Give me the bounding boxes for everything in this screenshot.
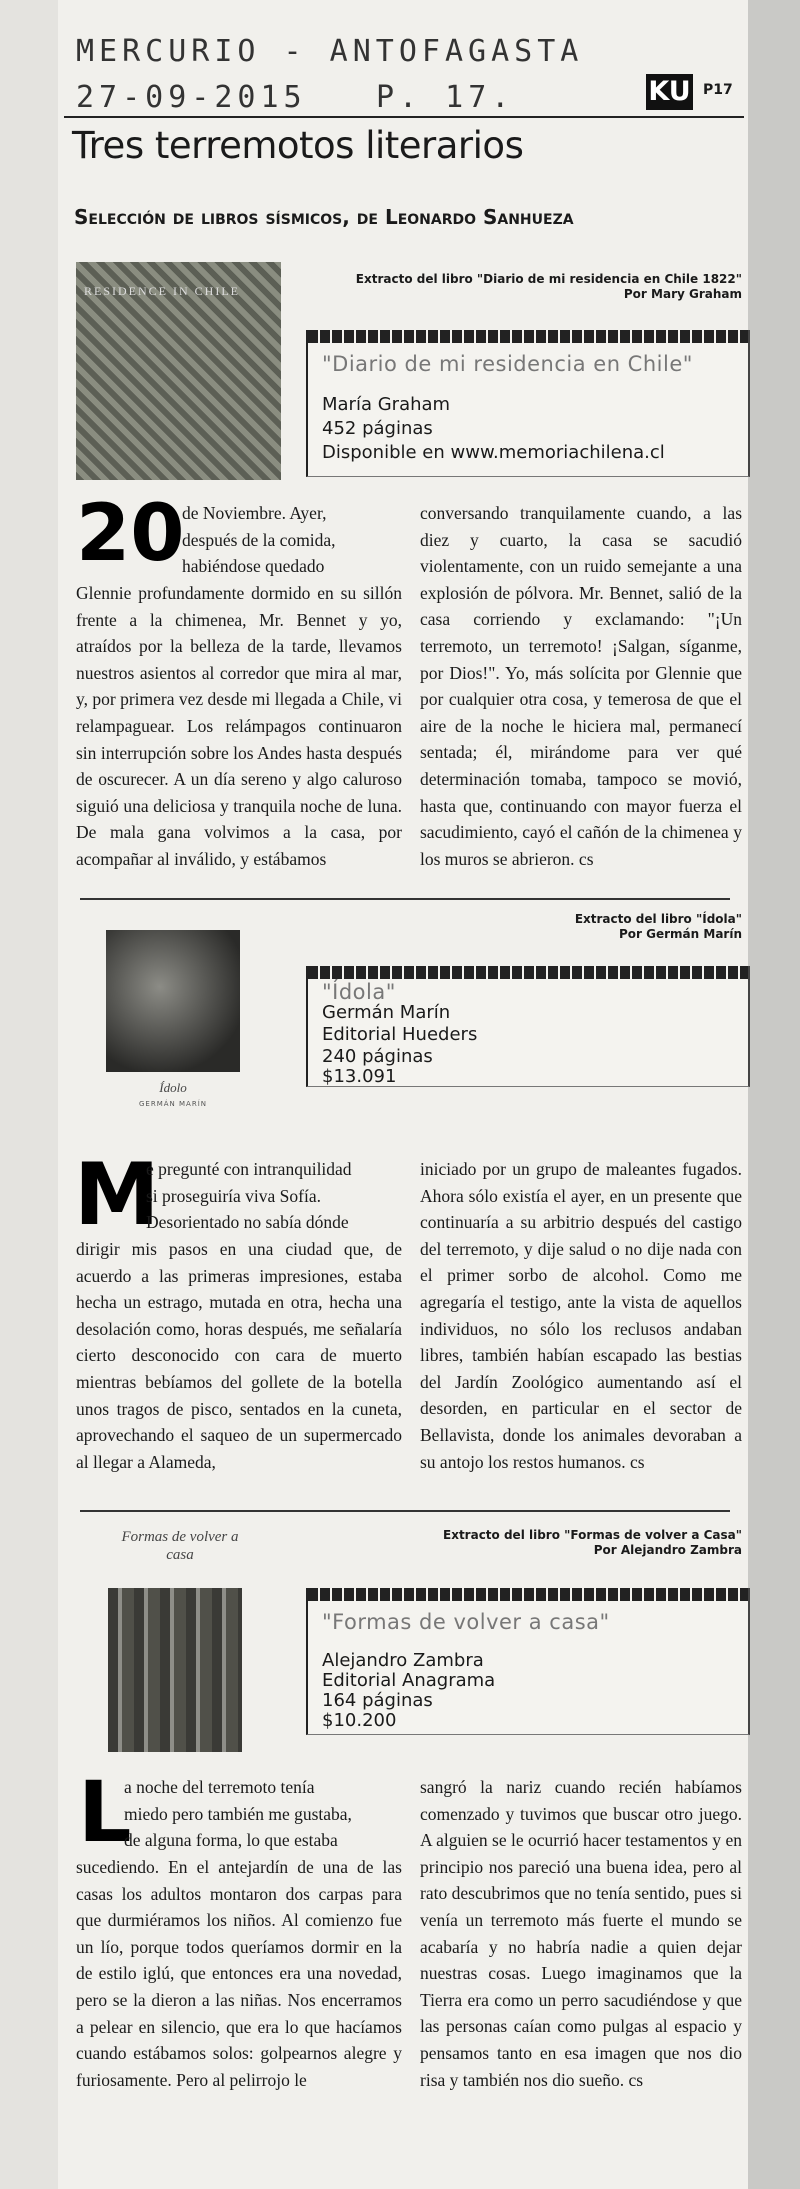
drop-cap: 20: [76, 489, 185, 579]
book-title: "Formas de volver a casa": [322, 1610, 610, 1634]
page-margin: [0, 0, 58, 2189]
book-price: $10.200: [322, 1710, 397, 1731]
cover-author-small: GERMÁN MARÍN: [139, 1100, 207, 1108]
paragraph-start: [146, 1156, 404, 1236]
handwritten-page: P. 17.: [376, 80, 515, 115]
drop-cap: M: [74, 1145, 160, 1245]
body-column-right: conversando tranquilamente cuando, a las diez y cuarto, la casa se sacudió violentamente, con un ruido semejante a una explosión de pólvora. Mr. Bennet, salió de la casa corriendo y exclamando: "¡Un terremoto, un terremoto! ¡Salgan, síganme, por Dios!". Yo, más solícita por Glennie que por cualquier otra cosa, y temerosa de que el aire de la noche le hiciera mal, permanecí sentada; él, mirándome para ver qué determinación tomaba, tampoco se movió, hasta que, continuando con mayor fuerza el sacudimiento, cayó el cañón de la chimenea y los muros se abrieron. cs: [420, 503, 742, 869]
article-subtitle: Selección de libros sísmicos, de Leonardo Sanhueza: [74, 205, 574, 229]
book-info-box: [306, 966, 750, 1087]
cover-text: RESIDENCE IN CHILE: [84, 284, 240, 298]
drop-cap: L: [78, 1763, 132, 1861]
section-divider: [80, 898, 730, 900]
book-author: Alejandro Zambra: [322, 1650, 484, 1671]
book-cover-image: [76, 262, 281, 480]
text-line: miedo pero también me gustaba,: [124, 1803, 352, 1824]
text-line: después de la comida,: [182, 529, 336, 550]
text-line: e pregunté con intranquilidad: [146, 1159, 352, 1179]
handwritten-source: MERCURIO - ANTOFAGASTA: [76, 34, 584, 69]
extract-credit: [443, 1528, 742, 1558]
decorative-bar: [308, 330, 748, 343]
extract-credit: [356, 272, 742, 302]
extract-title: Extracto del libro "Ídola": [574, 912, 742, 926]
book-pages: 164 páginas: [322, 1690, 433, 1711]
section-divider: [80, 1510, 730, 1512]
extract-title: Extracto del libro "Formas de volver a Casa": [443, 1528, 742, 1542]
book-info-box: [306, 1588, 750, 1735]
book-publisher: Editorial Hueders: [322, 1024, 478, 1045]
cover-caption: Ídolo: [159, 1080, 187, 1095]
text-line: si proseguiría viva Sofía.: [146, 1185, 321, 1206]
book-cover-image: [108, 1588, 242, 1752]
paragraph-start: [182, 500, 404, 580]
extract-author: Por Germán Marín: [619, 927, 742, 941]
decorative-bar: [308, 1588, 748, 1601]
decorative-bar: [308, 966, 748, 979]
book-author: Germán Marín: [322, 1002, 451, 1023]
book-cover-image: [106, 930, 240, 1072]
text-line: de alguna forma, lo que estaba: [124, 1830, 338, 1851]
text-line: de Noviembre. Ayer,: [182, 503, 327, 523]
book-info-box: [306, 330, 750, 477]
text-line: habiéndose quedado: [182, 556, 325, 577]
page-number: P17: [703, 82, 733, 98]
body-column-right: iniciado por un grupo de maleantes fugados. Ahora sólo existía el ayer, en un presente que continuaría a su arbitrio después del castigo del terremoto, y dije salud o no dije nada con el primer sorbo de alcohol. Como me agregaría el testigo, ante la vista de aquellos individuos, no sólo los reclusos andaban libres, también habían escapado las bestias del Jardín Zoológico aumentando así el desorden, en particular en el sector de Bellavista, donde los animales devoraban a su antojo los restos humanos. cs: [420, 1159, 742, 1472]
book-author: María Graham: [322, 394, 451, 415]
article-title: Tres terremotos literarios: [72, 124, 524, 167]
text-line: Desorientado no sabía dónde: [146, 1212, 349, 1233]
text-line: a noche del terremoto tenía: [124, 1777, 315, 1797]
book-title: "Diario de mi residencia en Chile": [322, 352, 693, 376]
extract-title: Extracto del libro "Diario de mi residencia en Chile 1822": [355, 272, 742, 286]
body-column-left: dirigir mis pasos en una ciudad que, de acuerdo a las primeras impresiones, estaba hecha un estrago, mutada en otra, hecha una desolación como, horas después, me señalaría cierto desconocido con cara de muerto mientras bebíamos del gollete de la botella unos tragos de pisco, sentados en la cuneta, aprovechando el saqueo de un supermercado al llegar a Alameda,: [76, 1239, 402, 1472]
book-publisher: Editorial Anagrama: [322, 1670, 496, 1691]
body-column-left: Glennie profundamente dormido en su sillón frente a la chimenea, Mr. Bennet y yo, atraídos por la belleza de la tarde, llevamos nuestros asientos al corredor que mira al mar, y, por primera vez desde mi llegada a Chile, vi relampaguear. Los relámpagos continuaron sin interrupción sobre los Andes hasta después de oscurecer. A un día sereno y algo caluroso siguió una deliciosa y tranquila noche de luna. De mala gana volvimos a la casa, por acompañar al inválido, y estábamos: [76, 583, 402, 869]
book-price: $13.091: [322, 1066, 397, 1087]
extract-author: Por Mary Graham: [623, 287, 742, 301]
body-column-right: sangró la nariz cuando recién habíamos comenzado y tuvimos que buscar otro juego. A alguien se le ocurrió hacer testamentos y en principio nos pareció una buena idea, pero al rato descubrimos que no tenía sentido, pues si venía un terremoto más fuerte el mundo se acabaría y no habría nadie a quien dejar nuestras cosas. Luego imaginamos que la Tierra era como un perro sacudiéndose y que las personas caían como pulgas al espacio y pensamos tanto en esa imagen que nos dio risa y también nos dio sueño. cs: [420, 1777, 742, 2090]
body-column-left: sucediendo. En el antejardín de una de las casas los adultos montaron dos carpas para que durmiéramos los niños. Al comienzo fue un lío, porque todos queríamos dormir en la de estilo iglú, que entonces era una novedad, pero se la dieron a las niñas. Nos encerramos a pelear en silencio, que era lo que hacíamos cuando estábamos solos: golpearnos alegre y furiosamente. Pero al pelirrojo le: [76, 1857, 402, 2090]
paragraph-start: [124, 1774, 404, 1854]
section-badge: KU: [646, 74, 693, 110]
cover-caption: Formas de volver a casa: [121, 1529, 239, 1563]
handwritten-date: 27-09-2015: [76, 80, 307, 115]
book-availability: Disponible en www.memoriachilena.cl: [322, 442, 665, 463]
extract-credit: [575, 912, 742, 942]
book-pages: 240 páginas: [322, 1046, 433, 1067]
header-rule: [64, 116, 744, 118]
book-title: "Ídola": [322, 980, 396, 1004]
extract-author: Por Alejandro Zambra: [593, 1543, 742, 1557]
book-pages: 452 páginas: [322, 418, 433, 439]
